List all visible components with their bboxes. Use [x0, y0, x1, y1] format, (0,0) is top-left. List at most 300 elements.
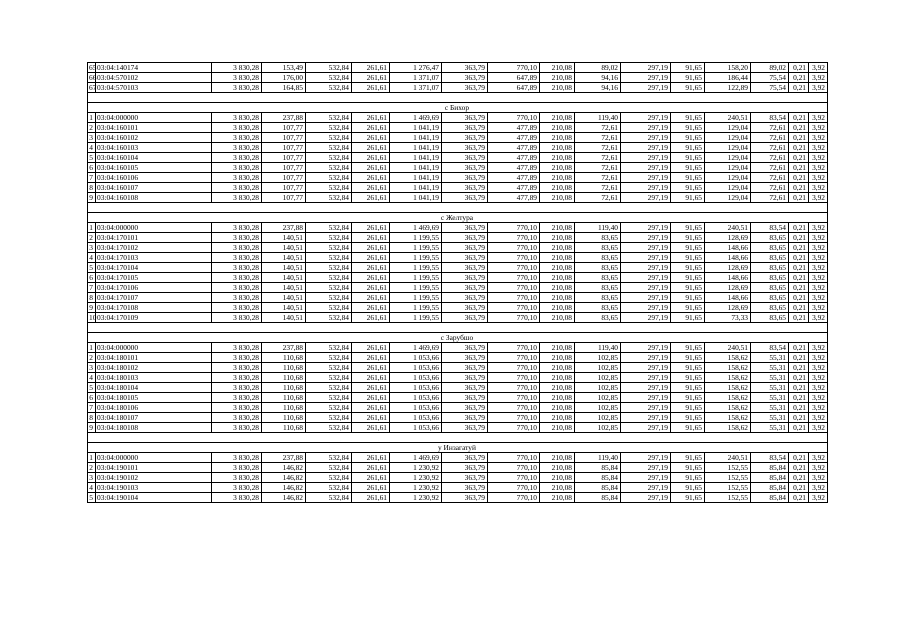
- value-cell: 3,92: [809, 73, 828, 83]
- row-number: 5: [88, 493, 96, 503]
- value-cell: 297,19: [621, 173, 671, 183]
- spacer-row: [88, 93, 828, 103]
- value-cell: 532,84: [306, 493, 352, 503]
- value-cell: 1 041,19: [390, 143, 442, 153]
- value-cell: 297,19: [621, 233, 671, 243]
- value-cell: 770,10: [488, 423, 540, 433]
- value-cell: 532,84: [306, 393, 352, 403]
- value-cell: 297,19: [621, 463, 671, 473]
- value-cell: 0,21: [789, 493, 809, 503]
- value-cell: 297,19: [621, 143, 671, 153]
- table-row: [88, 383, 828, 393]
- value-cell: 91,65: [671, 473, 705, 483]
- value-cell: 110,68: [262, 373, 306, 383]
- value-cell: 532,84: [306, 263, 352, 273]
- value-cell: 210,08: [540, 83, 575, 93]
- value-cell: 1 199,55: [390, 313, 442, 323]
- row-number: 9: [88, 303, 96, 313]
- value-cell: 1 469,69: [390, 453, 442, 463]
- value-cell: 110,68: [262, 423, 306, 433]
- value-cell: 3 830,28: [212, 123, 262, 133]
- value-cell: 532,84: [306, 383, 352, 393]
- value-cell: 91,65: [671, 153, 705, 163]
- value-cell: 532,84: [306, 353, 352, 363]
- value-cell: 363,79: [442, 423, 488, 433]
- value-cell: 261,61: [352, 293, 390, 303]
- value-cell: 532,84: [306, 413, 352, 423]
- cadastral-code: 03:04:190101: [96, 463, 212, 473]
- value-cell: 363,79: [442, 463, 488, 473]
- value-cell: 210,08: [540, 183, 575, 193]
- value-cell: 0,21: [789, 173, 809, 183]
- row-number: 1: [88, 223, 96, 233]
- value-cell: 210,08: [540, 493, 575, 503]
- value-cell: 91,65: [671, 423, 705, 433]
- value-cell: 297,19: [621, 383, 671, 393]
- value-cell: 261,61: [352, 263, 390, 273]
- table-row: [88, 223, 828, 233]
- value-cell: 3 830,28: [212, 373, 262, 383]
- value-cell: 140,51: [262, 293, 306, 303]
- section-title: у Инзагатуй: [88, 443, 828, 453]
- value-cell: 261,61: [352, 353, 390, 363]
- value-cell: 140,51: [262, 253, 306, 263]
- cadastral-code: 03:04:190104: [96, 493, 212, 503]
- value-cell: 210,08: [540, 243, 575, 253]
- value-cell: 770,10: [488, 243, 540, 253]
- value-cell: 140,51: [262, 303, 306, 313]
- value-cell: 210,08: [540, 353, 575, 363]
- value-cell: 1 469,69: [390, 113, 442, 123]
- value-cell: 240,51: [705, 343, 751, 353]
- value-cell: 297,19: [621, 293, 671, 303]
- value-cell: 210,08: [540, 193, 575, 203]
- table-body: [88, 63, 828, 503]
- value-cell: 770,10: [488, 483, 540, 493]
- table-row: [88, 473, 828, 483]
- value-cell: 3,92: [809, 233, 828, 243]
- value-cell: 94,16: [575, 83, 621, 93]
- value-cell: 3,92: [809, 283, 828, 293]
- row-number: 9: [88, 423, 96, 433]
- value-cell: 85,84: [575, 493, 621, 503]
- value-cell: 83,54: [751, 223, 789, 233]
- table-row: [88, 63, 828, 73]
- cadastral-code: 03:04:160106: [96, 173, 212, 183]
- value-cell: 91,65: [671, 163, 705, 173]
- value-cell: 0,21: [789, 263, 809, 273]
- value-cell: 148,66: [705, 293, 751, 303]
- value-cell: 363,79: [442, 473, 488, 483]
- value-cell: 297,19: [621, 363, 671, 373]
- value-cell: 91,65: [671, 353, 705, 363]
- value-cell: 532,84: [306, 233, 352, 243]
- value-cell: 0,21: [789, 273, 809, 283]
- value-cell: 102,85: [575, 403, 621, 413]
- value-cell: 3 830,28: [212, 113, 262, 123]
- value-cell: 91,65: [671, 293, 705, 303]
- value-cell: 140,51: [262, 313, 306, 323]
- value-cell: 3 830,28: [212, 183, 262, 193]
- value-cell: 210,08: [540, 473, 575, 483]
- value-cell: 91,65: [671, 123, 705, 133]
- value-cell: 532,84: [306, 303, 352, 313]
- section-title: с Желтура: [88, 213, 828, 223]
- value-cell: 532,84: [306, 373, 352, 383]
- row-number: 65: [89, 62, 97, 72]
- value-cell: 532,84: [306, 313, 352, 323]
- value-cell: 0,21: [789, 233, 809, 243]
- value-cell: 770,10: [488, 463, 540, 473]
- value-cell: 3,92: [809, 183, 828, 193]
- value-cell: 83,65: [575, 293, 621, 303]
- value-cell: 91,65: [671, 373, 705, 383]
- value-cell: 0,21: [789, 153, 809, 163]
- value-cell: 72,61: [575, 123, 621, 133]
- value-cell: 532,84: [306, 163, 352, 173]
- table-row: [88, 263, 828, 273]
- value-cell: 3 830,28: [212, 353, 262, 363]
- value-cell: 119,40: [575, 223, 621, 233]
- row-number: 2: [88, 123, 96, 133]
- value-cell: 3 830,28: [212, 283, 262, 293]
- value-cell: 3 830,28: [212, 273, 262, 283]
- value-cell: 0,21: [789, 473, 809, 483]
- value-cell: 237,88: [262, 223, 306, 233]
- value-cell: 3 830,28: [212, 293, 262, 303]
- value-cell: 532,84: [306, 343, 352, 353]
- table-row: [88, 273, 828, 283]
- value-cell: 1 053,66: [390, 393, 442, 403]
- value-cell: 532,84: [306, 423, 352, 433]
- value-cell: 1 230,92: [390, 473, 442, 483]
- value-cell: 85,84: [751, 463, 789, 473]
- table-row: [88, 113, 828, 123]
- value-cell: 3,92: [809, 223, 828, 233]
- value-cell: 770,10: [488, 383, 540, 393]
- value-cell: 83,65: [751, 273, 789, 283]
- value-cell: 3,92: [809, 383, 828, 393]
- value-cell: 477,89: [488, 163, 540, 173]
- value-cell: 85,84: [575, 473, 621, 483]
- value-cell: 152,55: [705, 493, 751, 503]
- value-cell: 3 830,28: [212, 393, 262, 403]
- value-cell: 3,92: [809, 303, 828, 313]
- cadastral-code: 03:04:140174: [96, 63, 212, 73]
- value-cell: 363,79: [442, 173, 488, 183]
- value-cell: 0,21: [789, 63, 809, 73]
- cadastral-code: 03:04:160107: [96, 183, 212, 193]
- table-row: [88, 193, 828, 203]
- row-number: 1: [88, 113, 96, 123]
- value-cell: 532,84: [306, 293, 352, 303]
- value-cell: 1 053,66: [390, 353, 442, 363]
- value-cell: 107,77: [262, 133, 306, 143]
- row-number: 2: [88, 353, 96, 363]
- value-cell: 91,65: [671, 463, 705, 473]
- value-cell: 210,08: [540, 113, 575, 123]
- value-cell: 261,61: [352, 63, 390, 73]
- value-cell: 158,62: [705, 363, 751, 373]
- value-cell: 297,19: [621, 223, 671, 233]
- value-cell: 140,51: [262, 283, 306, 293]
- value-cell: 91,65: [671, 493, 705, 503]
- value-cell: 72,61: [751, 133, 789, 143]
- value-cell: 3,92: [809, 363, 828, 373]
- table-row: [88, 143, 828, 153]
- row-number: 2: [88, 233, 96, 243]
- table-row: [88, 83, 828, 93]
- value-cell: 1 199,55: [390, 233, 442, 243]
- value-cell: 477,89: [488, 153, 540, 163]
- value-cell: 3,92: [809, 423, 828, 433]
- value-cell: 3 830,28: [212, 343, 262, 353]
- value-cell: 210,08: [540, 293, 575, 303]
- spacer-cell: [88, 323, 828, 333]
- section-header-row: [88, 213, 828, 223]
- table-row: [88, 413, 828, 423]
- value-cell: 158,20: [705, 63, 751, 73]
- value-cell: 91,65: [671, 183, 705, 193]
- value-cell: 297,19: [621, 313, 671, 323]
- table-row: [88, 153, 828, 163]
- value-cell: 3,92: [809, 273, 828, 283]
- value-cell: 91,65: [671, 143, 705, 153]
- value-cell: 770,10: [488, 263, 540, 273]
- value-cell: 261,61: [352, 133, 390, 143]
- value-cell: 72,61: [751, 153, 789, 163]
- value-cell: 261,61: [352, 473, 390, 483]
- value-cell: 3,92: [809, 153, 828, 163]
- cadastral-code: 03:04:180101: [96, 353, 212, 363]
- value-cell: 153,49: [262, 63, 306, 73]
- value-cell: 0,21: [789, 303, 809, 313]
- value-cell: 128,69: [705, 283, 751, 293]
- value-cell: 363,79: [442, 83, 488, 93]
- value-cell: 176,00: [262, 73, 306, 83]
- value-cell: 261,61: [352, 193, 390, 203]
- value-cell: 94,16: [575, 73, 621, 83]
- table-row: [88, 483, 828, 493]
- value-cell: 363,79: [442, 293, 488, 303]
- value-cell: 158,62: [705, 403, 751, 413]
- value-cell: 261,61: [352, 423, 390, 433]
- value-cell: 83,65: [751, 263, 789, 273]
- value-cell: 1 053,66: [390, 413, 442, 423]
- value-cell: 83,65: [575, 273, 621, 283]
- value-cell: 297,19: [621, 373, 671, 383]
- value-cell: 110,68: [262, 383, 306, 393]
- value-cell: 119,40: [575, 343, 621, 353]
- table-row: [88, 233, 828, 243]
- cadastral-code: 03:04:190102: [96, 473, 212, 483]
- value-cell: 1 053,66: [390, 383, 442, 393]
- table-row: [88, 313, 828, 323]
- value-cell: 363,79: [442, 73, 488, 83]
- value-cell: 240,51: [705, 223, 751, 233]
- value-cell: 107,77: [262, 143, 306, 153]
- value-cell: 3,92: [809, 483, 828, 493]
- value-cell: 91,65: [671, 313, 705, 323]
- value-cell: 297,19: [621, 473, 671, 483]
- value-cell: 102,85: [575, 413, 621, 423]
- value-cell: 261,61: [352, 113, 390, 123]
- value-cell: 363,79: [442, 133, 488, 143]
- table-row: [88, 363, 828, 373]
- value-cell: 55,31: [751, 413, 789, 423]
- value-cell: 532,84: [306, 473, 352, 483]
- value-cell: 85,84: [575, 483, 621, 493]
- value-cell: 148,66: [705, 273, 751, 283]
- value-cell: 1 199,55: [390, 243, 442, 253]
- value-cell: 363,79: [442, 453, 488, 463]
- value-cell: 770,10: [488, 293, 540, 303]
- cadastral-code: 03:04:160103: [96, 143, 212, 153]
- value-cell: 72,61: [575, 163, 621, 173]
- value-cell: 770,10: [488, 453, 540, 463]
- value-cell: 3 830,28: [212, 413, 262, 423]
- value-cell: 91,65: [671, 283, 705, 293]
- value-cell: 297,19: [621, 63, 671, 73]
- value-cell: 210,08: [540, 453, 575, 463]
- value-cell: 1 469,69: [390, 223, 442, 233]
- value-cell: 1 041,19: [390, 183, 442, 193]
- row-number: 66: [89, 72, 97, 82]
- value-cell: 91,65: [671, 363, 705, 373]
- value-cell: 297,19: [621, 253, 671, 263]
- value-cell: 532,84: [306, 193, 352, 203]
- cadastral-code: 03:04:170108: [96, 303, 212, 313]
- value-cell: 89,02: [575, 63, 621, 73]
- value-cell: 91,65: [671, 193, 705, 203]
- cadastral-code: 03:04:000000: [96, 113, 212, 123]
- value-cell: 140,51: [262, 233, 306, 243]
- value-cell: 3,92: [809, 193, 828, 203]
- value-cell: 770,10: [488, 223, 540, 233]
- value-cell: 532,84: [306, 173, 352, 183]
- value-cell: 91,65: [671, 223, 705, 233]
- value-cell: 3,92: [809, 463, 828, 473]
- row-number: 5: [88, 263, 96, 273]
- value-cell: 297,19: [621, 453, 671, 463]
- value-cell: 297,19: [621, 403, 671, 413]
- value-cell: 261,61: [352, 403, 390, 413]
- section-title: с Зарубшо: [88, 333, 828, 343]
- value-cell: 261,61: [352, 153, 390, 163]
- row-number: 8: [88, 183, 96, 193]
- value-cell: 164,85: [262, 83, 306, 93]
- value-cell: 3,92: [809, 243, 828, 253]
- value-cell: 363,79: [442, 153, 488, 163]
- value-cell: 91,65: [671, 73, 705, 83]
- value-cell: 532,84: [306, 253, 352, 263]
- value-cell: 1 041,19: [390, 163, 442, 173]
- value-cell: 477,89: [488, 183, 540, 193]
- value-cell: 1 041,19: [390, 153, 442, 163]
- value-cell: 1 230,92: [390, 463, 442, 473]
- value-cell: 0,21: [789, 413, 809, 423]
- value-cell: 363,79: [442, 493, 488, 503]
- row-number: 6: [88, 393, 96, 403]
- value-cell: 83,65: [575, 233, 621, 243]
- value-cell: 3 830,28: [212, 403, 262, 413]
- value-cell: 363,79: [442, 263, 488, 273]
- value-cell: 240,51: [705, 113, 751, 123]
- value-cell: 363,79: [442, 183, 488, 193]
- value-cell: 297,19: [621, 263, 671, 273]
- value-cell: 0,21: [789, 83, 809, 93]
- value-cell: 363,79: [442, 63, 488, 73]
- value-cell: 55,31: [751, 423, 789, 433]
- value-cell: 532,84: [306, 153, 352, 163]
- value-cell: 261,61: [352, 73, 390, 83]
- section-header-row: [88, 103, 828, 113]
- value-cell: 1 469,69: [390, 343, 442, 353]
- value-cell: 1 041,19: [390, 133, 442, 143]
- value-cell: 532,84: [306, 133, 352, 143]
- value-cell: 770,10: [488, 63, 540, 73]
- value-cell: 261,61: [352, 83, 390, 93]
- value-cell: 3 830,28: [212, 313, 262, 323]
- value-cell: 129,04: [705, 183, 751, 193]
- cadastral-code: 03:04:160105: [96, 163, 212, 173]
- value-cell: 3,92: [809, 163, 828, 173]
- value-cell: 91,65: [671, 303, 705, 313]
- value-cell: 770,10: [488, 373, 540, 383]
- value-cell: 102,85: [575, 383, 621, 393]
- value-cell: 55,31: [751, 383, 789, 393]
- value-cell: 1 041,19: [390, 173, 442, 183]
- value-cell: 1 371,07: [390, 83, 442, 93]
- value-cell: 91,65: [671, 273, 705, 283]
- value-cell: 83,65: [575, 303, 621, 313]
- value-cell: 1 199,55: [390, 293, 442, 303]
- row-number: 3: [88, 473, 96, 483]
- value-cell: 532,84: [306, 463, 352, 473]
- row-number: 7: [88, 283, 96, 293]
- section-header-row: [88, 443, 828, 453]
- value-cell: 110,68: [262, 363, 306, 373]
- value-cell: 363,79: [442, 243, 488, 253]
- value-cell: 210,08: [540, 173, 575, 183]
- value-cell: 477,89: [488, 143, 540, 153]
- row-number: 4: [88, 143, 96, 153]
- value-cell: 363,79: [442, 233, 488, 243]
- value-cell: 3,92: [809, 63, 828, 73]
- value-cell: 0,21: [789, 163, 809, 173]
- value-cell: 0,21: [789, 423, 809, 433]
- value-cell: 0,21: [789, 253, 809, 263]
- table-row: [88, 73, 828, 83]
- value-cell: 3 830,28: [212, 143, 262, 153]
- table-row: [88, 293, 828, 303]
- value-cell: 146,82: [262, 493, 306, 503]
- value-cell: 1 053,66: [390, 363, 442, 373]
- value-cell: 210,08: [540, 283, 575, 293]
- table-row: [88, 243, 828, 253]
- value-cell: 91,65: [671, 393, 705, 403]
- table-row: [88, 423, 828, 433]
- value-cell: 128,69: [705, 263, 751, 273]
- value-cell: 532,84: [306, 243, 352, 253]
- value-cell: 297,19: [621, 183, 671, 193]
- table-row: [88, 463, 828, 473]
- value-cell: 210,08: [540, 463, 575, 473]
- value-cell: 261,61: [352, 463, 390, 473]
- cadastral-code: 03:04:000000: [96, 453, 212, 463]
- value-cell: 91,65: [671, 63, 705, 73]
- cadastral-code: 03:04:570103: [96, 83, 212, 93]
